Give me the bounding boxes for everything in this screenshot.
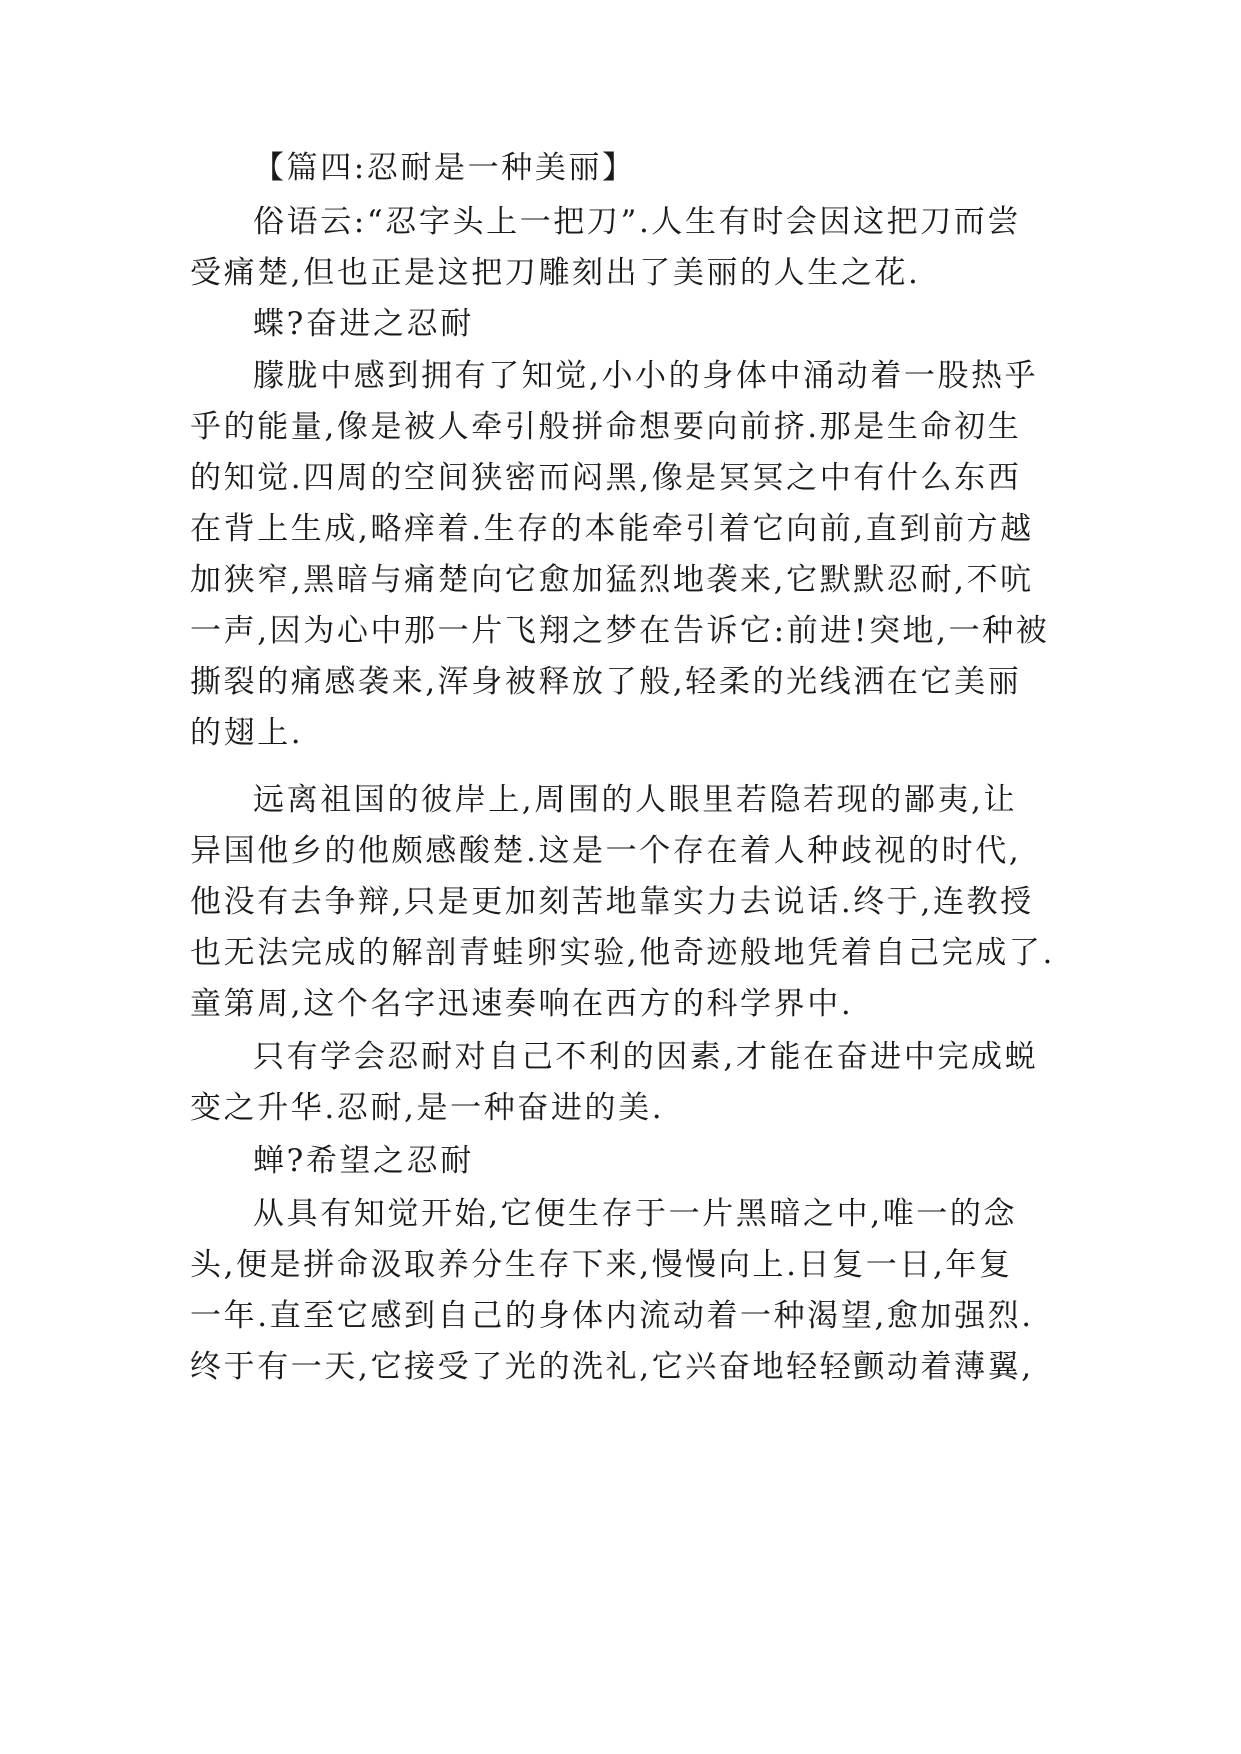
- paragraph-line: 俗语云:“忍字头上一把刀”.人生有时会因这把刀而尝: [253, 204, 1021, 240]
- paragraph-line: 乎的能量,像是被人牵引般拼命想要向前挤.那是生命初生: [190, 409, 1022, 445]
- paragraph-line: 的翅上.: [190, 715, 304, 751]
- paragraph-line: 终于有一天,它接受了光的洗礼,它兴奋地轻轻颤动着薄翼,: [190, 1349, 1034, 1385]
- paragraph-line: 头,便是拼命汲取养分生存下来,慢慢向上.日复一日,年复: [190, 1247, 1013, 1283]
- paragraph-line: 受痛楚,但也正是这把刀雕刻出了美丽的人生之花.: [190, 255, 921, 291]
- paragraph-line: 变之升华.忍耐,是一种奋进的美.: [190, 1090, 665, 1126]
- paragraph-line: 只有学会忍耐对自己不利的因素,才能在奋进中完成蜕: [253, 1039, 1039, 1075]
- paragraph-line: 也无法完成的解剖青蛙卵实验,他奇迹般地凭着自己完成了.: [190, 935, 1055, 971]
- paragraph-line: 童第周,这个名字迅速奏响在西方的科学界中.: [190, 986, 854, 1022]
- section-title: 【篇四:忍耐是一种美丽】: [253, 150, 636, 186]
- paragraph-line: 他没有去争辩,只是更加刻苦地靠实力去说话.终于,连教授: [190, 884, 1034, 920]
- paragraph-line: 在背上生成,略痒着.生存的本能牵引着它向前,直到前方越: [190, 511, 1034, 547]
- subheading: 蝶?奋进之忍耐: [253, 306, 474, 342]
- paragraph-line: 朦胧中感到拥有了知觉,小小的身体中涌动着一股热乎: [253, 358, 1039, 394]
- paragraph-line: 的知觉.四周的空间狭密而闷黑,像是冥冥之中有什么东西: [190, 460, 1022, 496]
- paragraph-line: 加狭窄,黑暗与痛楚向它愈加猛烈地袭来,它默默忍耐,不吭: [190, 562, 1034, 598]
- paragraph-line: 一年.直至它感到自己的身体内流动着一种渴望,愈加强烈.: [190, 1298, 1034, 1334]
- paragraph-line: 异国他乡的他颇感酸楚.这是一个存在着人种歧视的时代,: [190, 833, 1022, 869]
- paragraph-line: 远离祖国的彼岸上,周围的人眼里若隐若现的鄙夷,让: [253, 782, 1018, 818]
- paragraph-line: 从具有知觉开始,它便生存于一片黑暗之中,唯一的念: [253, 1196, 1018, 1232]
- paragraph-line: 一声,因为心中那一片飞翔之梦在告诉它:前进!突地,一种被: [190, 613, 1050, 649]
- subheading: 蝉?希望之忍耐: [253, 1143, 474, 1179]
- paragraph-line: 撕裂的痛感袭来,浑身被释放了般,轻柔的光线洒在它美丽: [190, 664, 1022, 700]
